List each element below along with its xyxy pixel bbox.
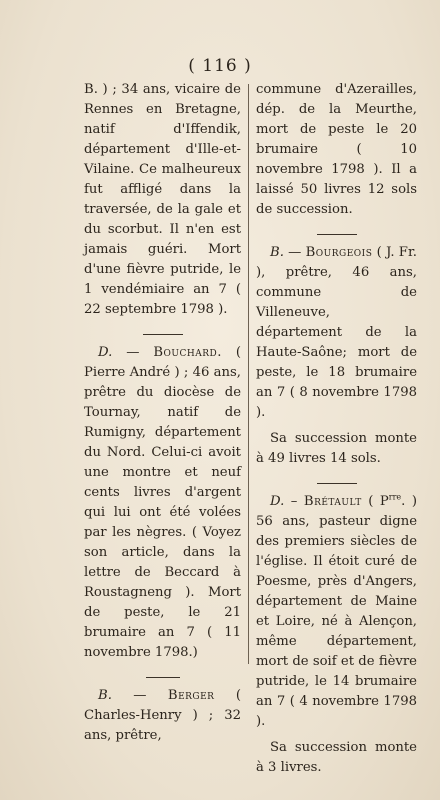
entry-bourgeois <box>256 243 417 423</box>
entry-dash: – <box>284 494 304 509</box>
entry-name: Brétault <box>303 494 362 509</box>
entry-continuation: commune d'Azerailles, dép. de la Meurthe, mort de peste le 20 brumaire ( 10 novembre 1798 ). Il a laissé 50 livres 12 sols de succession. <box>256 82 417 217</box>
entry-marker: B. <box>98 688 112 703</box>
entry-text: 56 ans, pasteur digne des premiers siècles de l'église. Il étoit curé de Poesme, près d'Angers, département de Maine et Loire, né à Alençon, même département, mort de soif et de fièvre putride, le 14 brumaire an 7 ( 4 novembre 1798 ). <box>256 514 417 729</box>
entry-separator <box>317 234 357 235</box>
right-column <box>256 80 417 778</box>
column-divider <box>248 84 249 664</box>
succession-note: Sa succession monte à 3 livres. <box>256 740 417 775</box>
entry-paren-close: . ) <box>401 494 418 509</box>
entry-continuation: B. ) ; 34 ans, vicaire de Rennes en Bretagne, natif d'Iffendik, département d'Ille-et-Vilaine. Ce malheureux fut affligé dans la traversée, de la gale et du scorbut. Il n'en est jamais guéri. Mort d'une fièvre putride, le 1 vendémiaire an 7 ( 22 septembre 1798 ). <box>84 82 241 317</box>
entry-name: Berger <box>167 688 215 703</box>
entry-dash: — <box>112 345 154 360</box>
superscript: rre <box>388 492 402 502</box>
entry-berger <box>84 686 241 746</box>
entry-paren-open: ( P <box>361 494 389 509</box>
entry-dash: — <box>111 688 168 703</box>
left-column <box>84 80 241 746</box>
entry-text: ( J. Fr. ), prêtre, 46 ans, commune de Villeneuve, département de la Haute-Saône; mort de peste, le 18 brumaire an 7 ( 8 novembre 1798 ). <box>256 245 417 420</box>
entry-bouchard <box>84 343 241 663</box>
entry-name: Bouchard. <box>153 345 222 360</box>
entry-name: Bourgeois <box>305 245 373 260</box>
entry-marker: B. <box>270 245 284 260</box>
entry-text: ( Charles-Henry ) ; 32 ans, prêtre, <box>84 688 241 743</box>
entry-marker: D. <box>270 494 285 509</box>
entry-separator <box>146 677 180 678</box>
succession-note: Sa succession monte à 49 livres 14 sols. <box>256 431 417 466</box>
entry-dash: — <box>283 245 306 260</box>
page-number: ( 116 ) <box>188 56 252 76</box>
entry-separator <box>143 334 183 335</box>
entry-bretault <box>256 492 417 732</box>
entry-text: ( Pierre André ) ; 46 ans, prêtre du diocèse de Tournay, natif de Rumigny, département du Nord. Celui-ci avoit une montre et neuf cents livres d'argent qui lui ont été volées par les nègres. ( Voyez son article, dans la lettre de Beccard à Roustagneng ). Mort de peste, le 21 brumaire an 7 ( 11 novembre 1798.) <box>84 345 241 660</box>
entry-separator <box>317 483 357 484</box>
entry-marker: D. <box>98 345 113 360</box>
